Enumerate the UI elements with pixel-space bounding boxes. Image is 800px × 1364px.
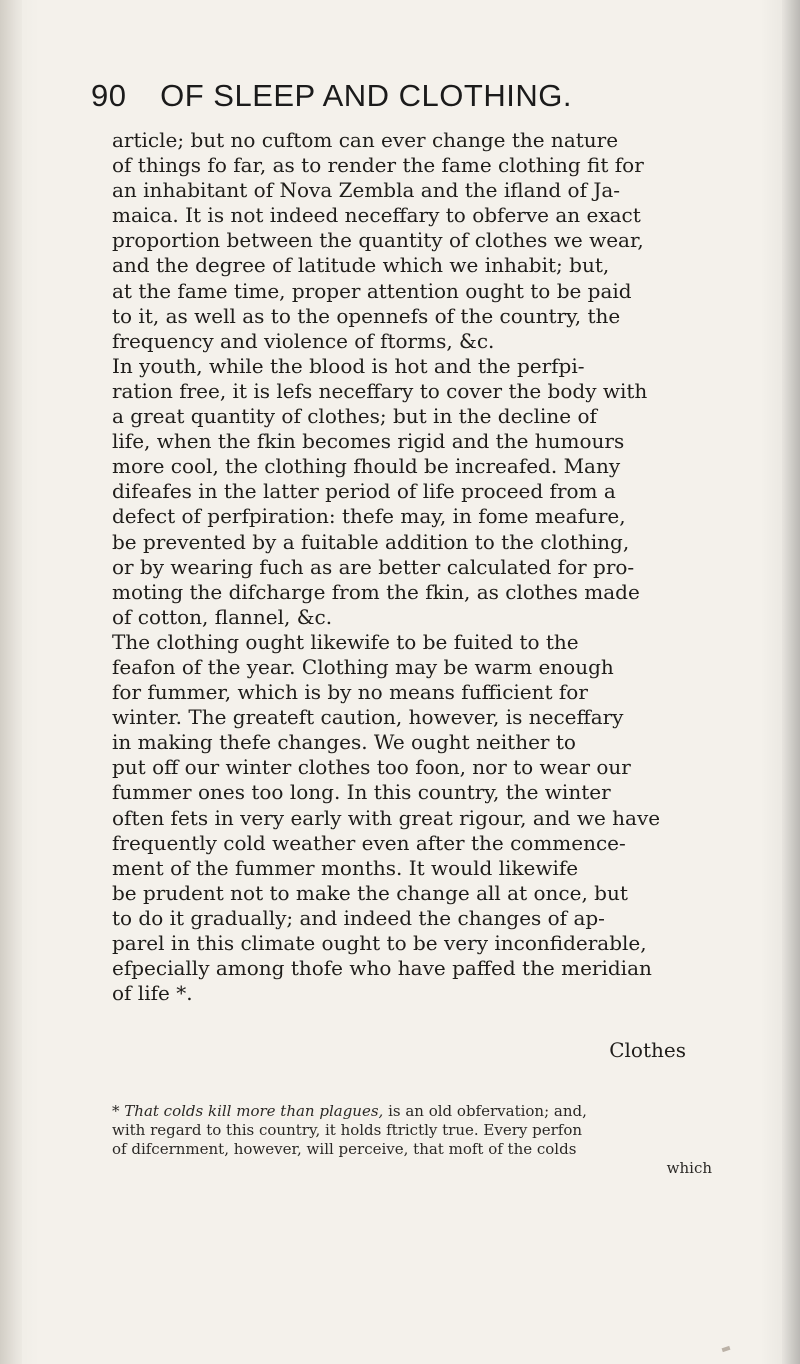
footnote-line: which bbox=[666, 1159, 712, 1177]
text-line: moting the difcharge from the fkin, as clothes made bbox=[112, 579, 640, 604]
text-line: maica. It is not indeed neceffary to obferve an exact bbox=[112, 203, 641, 228]
ink-mark bbox=[722, 1346, 731, 1352]
footnote-marker: * bbox=[112, 1102, 120, 1120]
text-line: put off our winter clothes too foon, nor to wear our bbox=[112, 755, 631, 780]
text-line: proportion between the quantity of clothes we wear, bbox=[112, 228, 644, 253]
text-line: article; but no cuftom can ever change the nature bbox=[112, 128, 619, 152]
footnote-line: of difcernment, however, will perceive, that moft of the colds bbox=[112, 1140, 577, 1158]
running-title: OF SLEEP AND CLOTHING. bbox=[160, 78, 572, 113]
text-line: efpecially among thofe who have paffed the meridian bbox=[112, 956, 652, 981]
text-line: to it, as well as to the opennefs of the country, the bbox=[112, 303, 621, 328]
text-line: at the fame time, proper attention ought to be paid bbox=[112, 278, 632, 303]
text-line: defect of perfpiration: thefe may, in fome meafure, bbox=[112, 504, 626, 529]
text-line: In youth, while the blood is hot and the perfpi- bbox=[112, 353, 585, 378]
text-line: winter. The greateft caution, however, is neceffary bbox=[112, 705, 624, 730]
text-line: frequency and violence of ftorms, &c. bbox=[112, 328, 495, 353]
text-line: of things fo far, as to render the fame clothing fit for bbox=[112, 153, 644, 178]
text-line: or by wearing fuch as are better calculated for pro- bbox=[112, 554, 635, 579]
footnote-line bbox=[112, 1102, 712, 1121]
text-line: for fummer, which is by no means fufficient for bbox=[112, 680, 588, 705]
text-line: in making thefe changes. We ought neither to bbox=[112, 730, 576, 755]
text-line: fummer ones too long. In this country, the winter bbox=[112, 780, 611, 805]
page-edge-shadow bbox=[782, 0, 800, 1364]
footnote-line: with regard to this country, it holds ftrictly true. Every perfon bbox=[112, 1121, 583, 1139]
text-line: difeafes in the latter period of life proceed from a bbox=[112, 479, 616, 504]
footnote-line-1-rest: is an old obfervation; and, bbox=[388, 1102, 587, 1120]
text-line: ment of the fummer months. It would likewife bbox=[112, 855, 579, 880]
text-line: be prevented by a fuitable addition to the clothing, bbox=[112, 529, 630, 554]
text-line: parel in this climate ought to be very inconfiderable, bbox=[112, 931, 647, 955]
text-line: The clothing ought likewife to be fuited to the bbox=[112, 629, 579, 654]
page-gutter-shadow bbox=[0, 0, 22, 1364]
page-header bbox=[91, 80, 701, 120]
text-line: feafon of the year. Clothing may be warm enough bbox=[112, 654, 614, 679]
text-line: more cool, the clothing fhould be increafed. Many bbox=[112, 454, 621, 479]
page-number: 90 bbox=[91, 78, 127, 113]
body-text bbox=[112, 128, 712, 1006]
text-line: of cotton, flannel, &c. bbox=[112, 604, 333, 629]
footnote-italic-phrase: That colds kill more than plagues, bbox=[124, 1102, 384, 1120]
text-line: ration free, it is lefs neceffary to cover the body with bbox=[112, 378, 648, 403]
text-line: to do it gradually; and indeed the changes of ap- bbox=[112, 905, 605, 930]
text-line: be prudent not to make the change all at once, but bbox=[112, 880, 628, 905]
text-line: and the degree of latitude which we inhabit; but, bbox=[112, 253, 610, 278]
text-line: an inhabitant of Nova Zembla and the ifland of Ja- bbox=[112, 178, 621, 203]
text-line: of life *. bbox=[112, 981, 193, 1006]
footnote bbox=[112, 1102, 712, 1178]
text-line: often fets in very early with great rigour, and we have bbox=[112, 805, 661, 830]
text-line: life, when the fkin becomes rigid and the humours bbox=[112, 429, 625, 454]
text-line: a great quantity of clothes; but in the decline of bbox=[112, 404, 597, 429]
text-line: frequently cold weather even after the commence- bbox=[112, 830, 626, 855]
catchword: Clothes bbox=[609, 1038, 686, 1062]
